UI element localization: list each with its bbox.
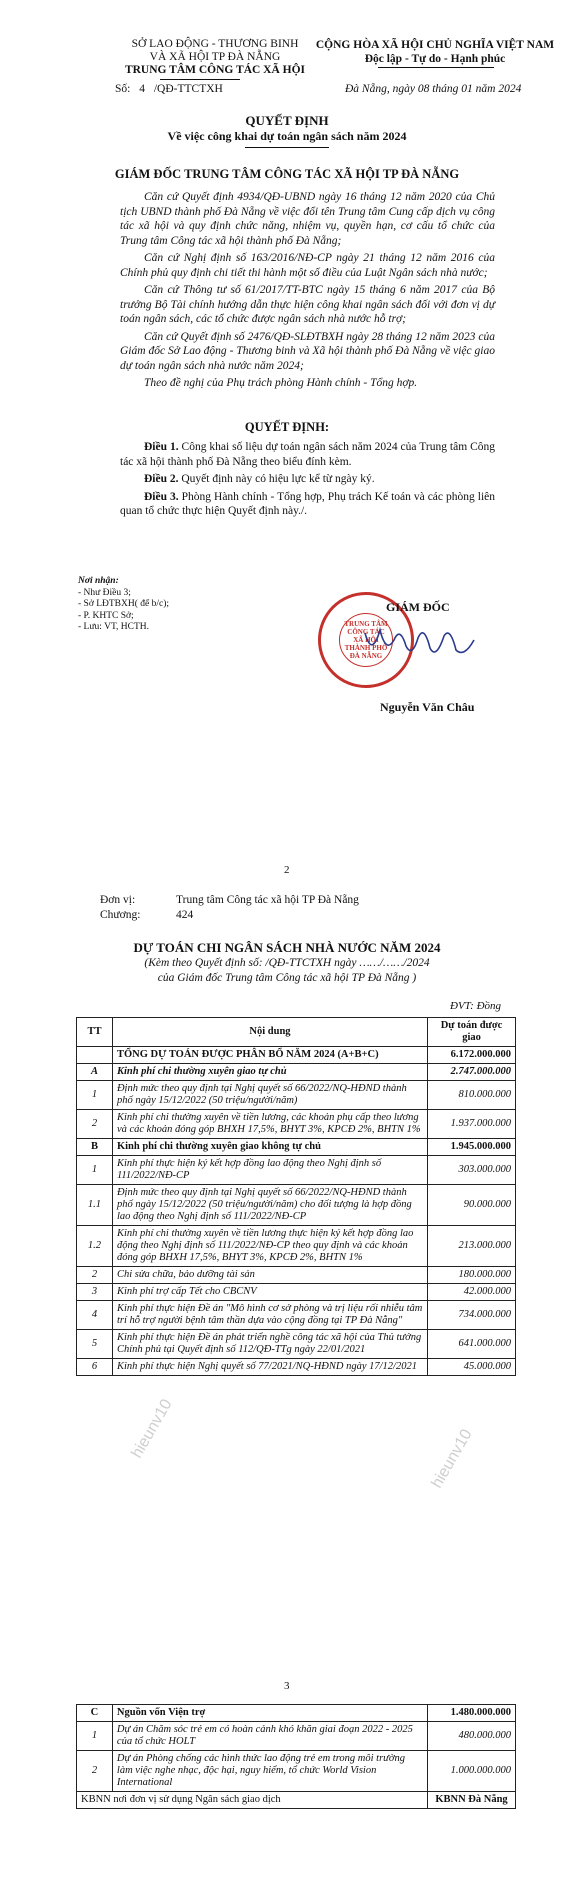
aid-table (76, 1704, 516, 1809)
table-row (77, 1751, 516, 1792)
page-number: 2 (284, 864, 290, 876)
row-content: Kinh phí thực hiện Đề án "Mô hình cơ sở phòng và trị liệu rối nhiễu tâm trí hỗ trợ người bệnh tâm thần dựa vào cộng đồng tại TP Đà Nẵng" (112, 1301, 427, 1330)
row-amount: 45.000.000 (428, 1359, 516, 1376)
row-content: Kinh phí thực hiện Đề án phát triển nghề công tác xã hội của Thủ tướng Chính phủ tại Quyết định số 112/QĐ-TTg ngày 22/01/2021 (112, 1330, 427, 1359)
signer-name: Nguyễn Văn Châu (380, 700, 475, 714)
row-amount: 2.747.000.000 (428, 1064, 516, 1081)
col-header-tt: TT (77, 1018, 113, 1047)
recipients-title: Nơi nhận: (78, 576, 119, 586)
date-line: Đà Nẵng, ngày 08 tháng 01 năm 2024 (345, 83, 522, 95)
doc-subject: Về việc công khai dự toán ngân sách năm 2024 (167, 129, 407, 143)
chapter-value: 424 (176, 909, 194, 921)
table-row (77, 1330, 516, 1359)
watermark: hieunv10 (428, 1426, 476, 1492)
article-label: Điều 3. (144, 490, 179, 503)
table-row (77, 1226, 516, 1267)
article-text: Quyết định này có hiệu lực kể từ ngày ký. (181, 473, 375, 485)
nation-header (300, 38, 570, 66)
budget-table (76, 1017, 516, 1376)
col-header-content: Nội dung (112, 1018, 427, 1047)
table-row (77, 1110, 516, 1139)
row-tt: 3 (77, 1284, 113, 1301)
row-content: Chi sửa chữa, bảo dưỡng tài sản (112, 1267, 427, 1284)
currency-unit: ĐVT: Đồng (450, 1000, 502, 1012)
nation-name: CỘNG HÒA XÃ HỘI CHỦ NGHĨA VIỆT NAM (315, 39, 555, 51)
table-row (77, 1722, 516, 1751)
decide-heading: QUYẾT ĐỊNH: (244, 420, 330, 434)
budget-sub-2: của Giám đốc Trung tâm Công tác xã hội TP Đà Nẵng ) (157, 972, 417, 984)
row-amount: 213.000.000 (428, 1226, 516, 1267)
row-content: Kinh phí chi thường xuyên giao tự chủ (112, 1064, 427, 1081)
basis-item: Theo đề nghị của Phụ trách phòng Hành chính - Tổng hợp. (144, 377, 418, 389)
treasury-value: KBNN Đà Nẵng (428, 1792, 516, 1809)
row-tt: C (77, 1705, 113, 1722)
row-tt: 6 (77, 1359, 113, 1376)
recipient-item: - Như Điều 3; (78, 587, 131, 598)
basis-item: Căn cứ Thông tư số 61/2017/TT-BTC ngày 15 tháng 6 năm 2017 của Bộ trưởng Bộ Tài chính hướng dẫn thực hiện công khai ngân sách đối với đơn vị dự toán ngân sách, các tổ chức được ngân sách nhà nước hỗ trợ; (120, 284, 495, 325)
row-tt: A (77, 1064, 113, 1081)
table-row (77, 1139, 516, 1156)
row-content: Nguồn vốn Viện trợ (112, 1705, 427, 1722)
signer-title: GIÁM ĐỐC (386, 600, 450, 614)
row-amount: 6.172.000.000 (428, 1047, 516, 1064)
doc-type: QUYẾT ĐỊNH (245, 113, 329, 128)
doc-number-value: 4 (139, 83, 145, 95)
signature (360, 618, 480, 668)
motto: Độc lập - Tự do - Hạnh phúc (364, 53, 506, 65)
seal-text: TRUNG TÂM CÔNG TÁC XÃ HỘI THÀNH PHỐ ĐÀ NẴNG (344, 620, 388, 660)
doc-number-label: Số: (115, 83, 131, 95)
row-amount: 1.945.000.000 (428, 1139, 516, 1156)
row-content: Kinh phí chi thường xuyên về tiền lương thực hiện ký kết hợp đồng lao động theo Nghị định số 111/2022/NĐ-CP theo quy định và các khoản đóng góp BHXH 17,5%, BHYT 3%, KPCĐ 2%, BHTN 1% (112, 1226, 427, 1267)
row-amount: 303.000.000 (428, 1156, 516, 1185)
row-amount: 734.000.000 (428, 1301, 516, 1330)
table-row (77, 1047, 516, 1064)
table-row (77, 1156, 516, 1185)
row-tt: 5 (77, 1330, 113, 1359)
table-row (77, 1301, 516, 1330)
row-amount: 810.000.000 (428, 1081, 516, 1110)
row-amount: 42.000.000 (428, 1284, 516, 1301)
basis-item: Căn cứ Quyết định 4934/QĐ-UBND ngày 16 tháng 12 năm 2020 của Chủ tịch UBND thành phố Đà Nẵng về việc đổi tên Trung tâm Cung cấp dịch vụ công tác xã hội và quy định chức năng, nhiệm vụ, quyền hạn, cơ cấu tổ chức của Trung tâm Công tác xã hội thành phố Đà Nẵng; (120, 191, 495, 247)
recipient-item: - P. KHTC Sở; (78, 610, 134, 621)
row-tt: 1.1 (77, 1185, 113, 1226)
col-header-amount: Dự toán được giao (428, 1018, 516, 1047)
row-content: Dự án Chăm sóc trẻ em có hoàn cảnh khó khăn giai đoạn 2022 - 2025 của tổ chức HOLT (112, 1722, 427, 1751)
row-tt: 2 (77, 1751, 113, 1792)
treasury-label: KBNN nơi đơn vị sử dụng Ngân sách giao dịch (77, 1792, 428, 1809)
article-text: Phòng Hành chính - Tổng hợp, Phụ trách Kế toán và các phòng liên quan tổ chức thực hiện Quyết định này./. (120, 490, 495, 517)
article-3 (120, 490, 495, 519)
recipient-item: - Sở LĐTBXH( để b/c); (78, 599, 170, 609)
row-tt (77, 1047, 113, 1064)
row-amount: 1.937.000.000 (428, 1110, 516, 1139)
row-tt: 2 (77, 1110, 113, 1139)
aid-table-body (77, 1705, 516, 1792)
row-content: Kinh phí chi thường xuyên giao không tự chủ (112, 1139, 427, 1156)
unit-value: Trung tâm Công tác xã hội TP Đà Nẵng (176, 894, 359, 906)
recipient-item: - Lưu: VT, HCTH. (78, 622, 150, 632)
agency-line-2: VÀ XÃ HỘI TP ĐÀ NẴNG (149, 51, 281, 63)
doc-number (115, 83, 223, 95)
table-row (77, 1359, 516, 1376)
row-tt: B (77, 1139, 113, 1156)
basis-block (120, 190, 495, 394)
row-content: Dự án Phòng chống các hình thức lao động trẻ em trong môi trường làm việc nghe nhạc, độc hại, nguy hiểm, tổ chức World Vision International (112, 1751, 427, 1792)
row-tt: 1 (77, 1081, 113, 1110)
row-amount: 90.000.000 (428, 1185, 516, 1226)
basis-item: Căn cứ Quyết định số 2476/QĐ-SLĐTBXH ngày 28 tháng 12 năm 2023 của Giám đốc Sở Lao động - Thương binh và Xã hội thành phố Đà Nẵng về việc giao dự toán ngân sách nhà nước năm 2024; (120, 330, 495, 372)
article-1 (120, 440, 495, 469)
motto-underline (378, 67, 494, 68)
watermark: hieunv10 (128, 1396, 176, 1462)
article-label: Điều 1. (144, 441, 179, 453)
table-row (77, 1185, 516, 1226)
articles-block (120, 440, 495, 522)
row-content: Kinh phí thực hiện ký kết hợp đồng lao động theo Nghị định số 111/2022/NĐ-CP (112, 1156, 427, 1185)
row-amount: 480.000.000 (428, 1722, 516, 1751)
row-content: Kinh phí trợ cấp Tết cho CBCNV (112, 1284, 427, 1301)
page-3 (0, 1680, 574, 1898)
agency-line-1: SỞ LAO ĐỘNG - THƯƠNG BINH (131, 38, 299, 50)
row-tt: 4 (77, 1301, 113, 1330)
row-tt: 1.2 (77, 1226, 113, 1267)
row-amount: 180.000.000 (428, 1267, 516, 1284)
table-row (77, 1064, 516, 1081)
article-label: Điều 2. (144, 473, 179, 485)
row-content: TỔNG DỰ TOÁN ĐƯỢC PHÂN BỔ NĂM 2024 (A+B+C) (112, 1047, 427, 1064)
budget-sub-1: (Kèm theo Quyết định số: /QĐ-TTCTXH ngày ……/……/2024 (144, 957, 430, 969)
row-content: Định mức theo quy định tại Nghị quyết số 66/2022/NQ-HĐND thành phố ngày 15/12/2022 (50 triệu/người/năm) (112, 1081, 427, 1110)
center-name: TRUNG TÂM CÔNG TÁC XÃ HỘI (124, 64, 306, 76)
page-2 (0, 860, 574, 1680)
table-row (77, 1267, 516, 1284)
budget-table-body (77, 1047, 516, 1376)
doc-number-code: /QĐ-TTCTXH (153, 83, 223, 95)
treasury-row (77, 1792, 516, 1809)
row-amount: 1.480.000.000 (428, 1705, 516, 1722)
row-content: Định mức theo quy định tại Nghị quyết số 66/2022/NQ-HĐND thành phố ngày 15/12/2022 (50 triệu/người/năm) cho đối tượng là hợp đồng lao động theo Nghị định số 111/2022/NĐ-CP (112, 1185, 427, 1226)
article-2 (120, 472, 495, 487)
row-tt: 2 (77, 1267, 113, 1284)
row-content: Kinh phí thực hiện Nghị quyết số 77/2021/NQ-HĐND ngày 17/12/2021 (112, 1359, 427, 1376)
unit-info (100, 893, 359, 923)
chapter-label: Chương: (100, 909, 141, 921)
page-number: 3 (284, 1680, 290, 1692)
basis-item: Căn cứ Nghị định số 163/2016/NĐ-CP ngày 21 tháng 12 năm 2016 của Chính phủ quy định chi tiết thi hành một số điều của Luật Ngân sách nhà nước; (120, 252, 495, 279)
subject-underline (245, 147, 329, 148)
recipients (78, 576, 258, 634)
agency-underline (160, 79, 240, 80)
row-amount: 641.000.000 (428, 1330, 516, 1359)
row-content: Kinh phí chi thường xuyên về tiền lương, các khoản phụ cấp theo lương và các khoản đóng góp BHXH 17,5%, BHYT 3%, KPCĐ 2%, BHTN 1% (112, 1110, 427, 1139)
budget-title: DỰ TOÁN CHI NGÂN SÁCH NHÀ NƯỚC NĂM 2024 (133, 940, 441, 955)
issuer: GIÁM ĐỐC TRUNG TÂM CÔNG TÁC XÃ HỘI TP ĐÀ NẴNG (114, 167, 460, 181)
table-row (77, 1284, 516, 1301)
row-amount: 1.000.000.000 (428, 1751, 516, 1792)
unit-label: Đơn vị: (100, 894, 136, 906)
table-header-row (77, 1018, 516, 1047)
row-tt: 1 (77, 1156, 113, 1185)
table-row (77, 1081, 516, 1110)
row-tt: 1 (77, 1722, 113, 1751)
article-text: Công khai số liệu dự toán ngân sách năm 2024 của Trung tâm Công tác xã hội thành phố Đà Nẵng theo biểu đính kèm. (120, 441, 496, 468)
page-1 (0, 0, 574, 860)
table-row (77, 1705, 516, 1722)
